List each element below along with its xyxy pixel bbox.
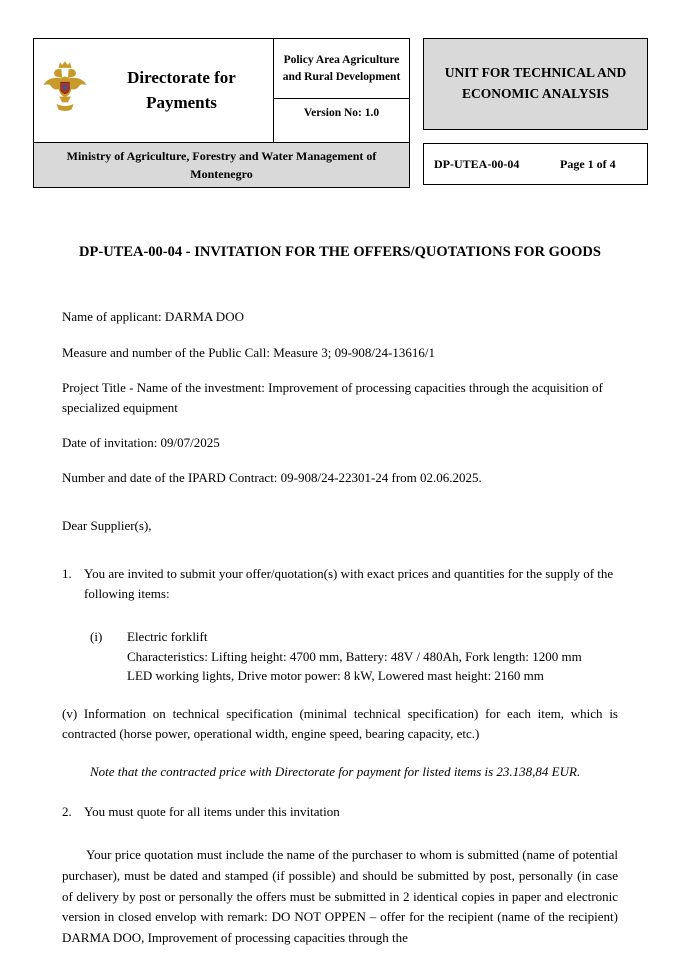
- contracted-price-note: Note that the contracted price with Directorate for payment for listed items is 23.138,84 EUR.: [90, 764, 581, 779]
- salutation: Dear Supplier(s),: [62, 518, 152, 534]
- document-content: [62, 240, 618, 949]
- header-left-table: [33, 38, 410, 143]
- closing-paragraph: [62, 845, 618, 949]
- item-name: Electric forklift: [127, 629, 208, 645]
- header-mid-column: [274, 39, 409, 142]
- montenegro-coat-of-arms-icon: [42, 60, 88, 121]
- sub-item-v: (v) Information on technical specification (minimal technical specification) for each item, which is contracted (horse power, operational width, engine speed, bearing capacity, etc.): [62, 705, 618, 741]
- list-item-1: [62, 564, 618, 603]
- item-characteristics-line1: Characteristics: Lifting height: 4700 mm, Battery: 48V / 480Ah, Fork length: 1200 mm: [127, 648, 582, 664]
- document-title: DP-UTEA-00-04 - INVITATION FOR THE OFFERS/QUOTATIONS FOR GOODS: [79, 244, 601, 260]
- closing-paragraph-text: Your price quotation must include the name of the purchaser to whom is submitted (name of potential purchaser), must be dated and stamped (if possible) and should be submitted by post, personally (in case of delivery by post or personally the offers must be submitted in 2 identical copies in paper and electronic version in closed envelop with remark: DO NOT OPPEN – offer for the recipient (name of the recipient) DARMA DOO, Improvement of processing capacities through the: [62, 847, 618, 946]
- field-applicant: Name of applicant: DARMA DOO: [62, 309, 244, 325]
- list-item-2-marker: 2.: [62, 803, 72, 819]
- list-item-1-text: You are invited to submit your offer/quotation(s) with exact prices and quantities for the supply of the following items:: [84, 566, 614, 601]
- org-name: Directorate for Payments: [127, 67, 236, 112]
- ministry-cell: Ministry of Agriculture, Forestry and Water Management of Montenegro: [33, 142, 410, 188]
- version-cell: Version No: 1.0: [303, 107, 380, 119]
- document-header: [33, 38, 648, 188]
- doc-code-cell: DP-UTEA-00-04: [423, 143, 553, 185]
- field-ipard-contract: Number and date of the IPARD Contract: 09-908/24-22301-24 from 02.06.2025.: [62, 470, 482, 486]
- sub-item-i-body: [127, 627, 618, 686]
- sub-item-i-marker: (i): [90, 629, 103, 645]
- sub-item-i: [62, 627, 618, 686]
- unit-cell: UNIT FOR TECHNICAL AND ECONOMIC ANALYSIS: [423, 38, 648, 130]
- policy-area-cell: Policy Area Agriculture and Rural Development: [274, 39, 409, 99]
- list-item-2: [62, 802, 618, 822]
- item-characteristics-line2: LED working lights, Drive motor power: 8 kW, Lowered mast height: 2160 mm: [127, 668, 544, 684]
- page-number-cell: Page 1 of 4: [552, 143, 648, 185]
- field-measure: Measure and number of the Public Call: Measure 3; 09-908/24-13616/1: [62, 344, 435, 360]
- list-item-1-marker: 1.: [62, 566, 72, 582]
- list-item-2-text: You must quote for all items under this invitation: [84, 803, 340, 819]
- field-project-title: Project Title - Name of the investment: Improvement of processing capacities through the acquisition of specialized equipment: [62, 379, 603, 415]
- field-invitation-date: Date of invitation: 09/07/2025: [62, 434, 220, 450]
- header-logo-cell: [34, 39, 274, 142]
